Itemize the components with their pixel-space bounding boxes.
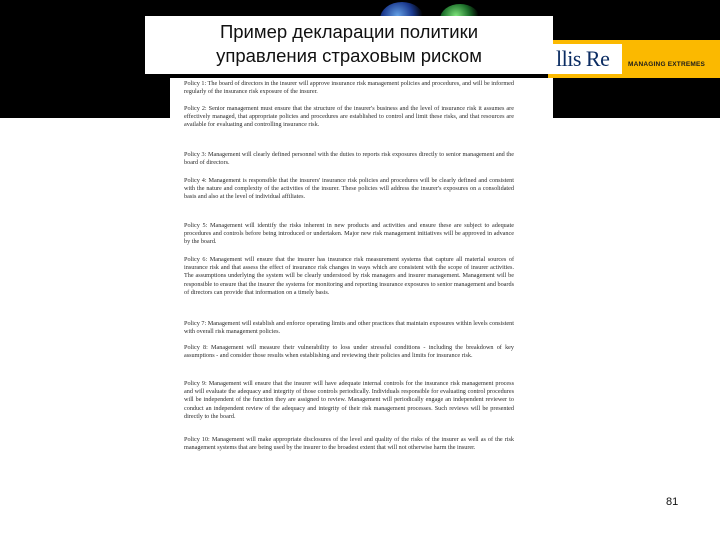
- brand-tagline: MANAGING EXTREMES: [628, 61, 706, 68]
- brand-name: llis Re: [550, 44, 622, 74]
- slide-title: [145, 16, 553, 74]
- page-number: 81: [666, 496, 679, 508]
- policy-3: Policy 3: Management will clearly defined personnel with the duties to reports risk exposures directly to senior management and the board of directors.: [184, 151, 514, 167]
- policy-8: Policy 8: Management will measure their vulnerability to loss under stressful conditions - including the breakdown of key assumptions - and consider those results when establishing and reviewing their policies and limits for insurance risk.: [184, 344, 514, 360]
- policy-document: [170, 78, 553, 476]
- policy-10: Policy 10: Management will make appropriate disclosures of the level and quality of the risks of the insurer as well as of the risk management systems that are being used by the insurer to the broadest extent that will not otherwise harm the insurer.: [184, 436, 514, 452]
- policy-4: Policy 4: Management is responsible that the insurers' insurance risk policies and procedures will be clearly defined and consistent with the nature and complexity of the activities of the insurer. These policies will address the insurer's exposures on a consolidated basis and also at the level of individual affiliates.: [184, 177, 514, 201]
- policy-7: Policy 7: Management will establish and enforce operating limits and other practices that maintain exposures within levels consistent with overall risk management policies.: [184, 320, 514, 336]
- policy-5: Policy 5: Management will identify the risks inherent in new products and activities and ensure these are subject to adequate procedures and controls before being introduced or undertaken. Major new risk management initiatives will be approved in advance by the board.: [184, 222, 514, 246]
- policy-6: Policy 6: Management will ensure that the insurer has insurance risk measurement systems that capture all material sources of insurance risk and that assess the effect of insurance risk changes in ways which are consistent with the scope of insurer activities. The assumptions underlying the system will be clearly understood by risk managers and insurer management. Management will be responsible to ensure that the insurer the systems for monitoring and reporting insurance exposures to senior management and boards of directors can provide that information on a timely basis.: [184, 256, 514, 296]
- policy-9: Policy 9: Management will ensure that the insurer will have adequate internal controls for the insurance risk management process and will evaluate the adequacy and integrity of those controls periodically. Individuals responsible for evaluating control procedures will be independent of the function they are assigned to review. Management will periodically engage an independent reviewer to conduct an independent review of the adequacy and integrity of their risk management processes. Such reviews will be presented directly to the board.: [184, 380, 514, 420]
- policy-1: Policy 1: The board of directors in the insurer will approve insurance risk management policies and procedures, and will be informed regularly of the insurance risk exposure of the insurer.: [184, 80, 514, 96]
- slide-title-line-2: управления страховым риском: [216, 45, 482, 66]
- slide-title-line-1: Пример декларации политики: [219, 21, 479, 42]
- policy-2: Policy 2: Senior management must ensure that the structure of the insurer's business and the level of insurance risk it assumes are effectively managed, that appropriate policies and procedures are established to control and limit these risks, and that resources are available for evaluating and controlling insurance risk.: [184, 105, 514, 129]
